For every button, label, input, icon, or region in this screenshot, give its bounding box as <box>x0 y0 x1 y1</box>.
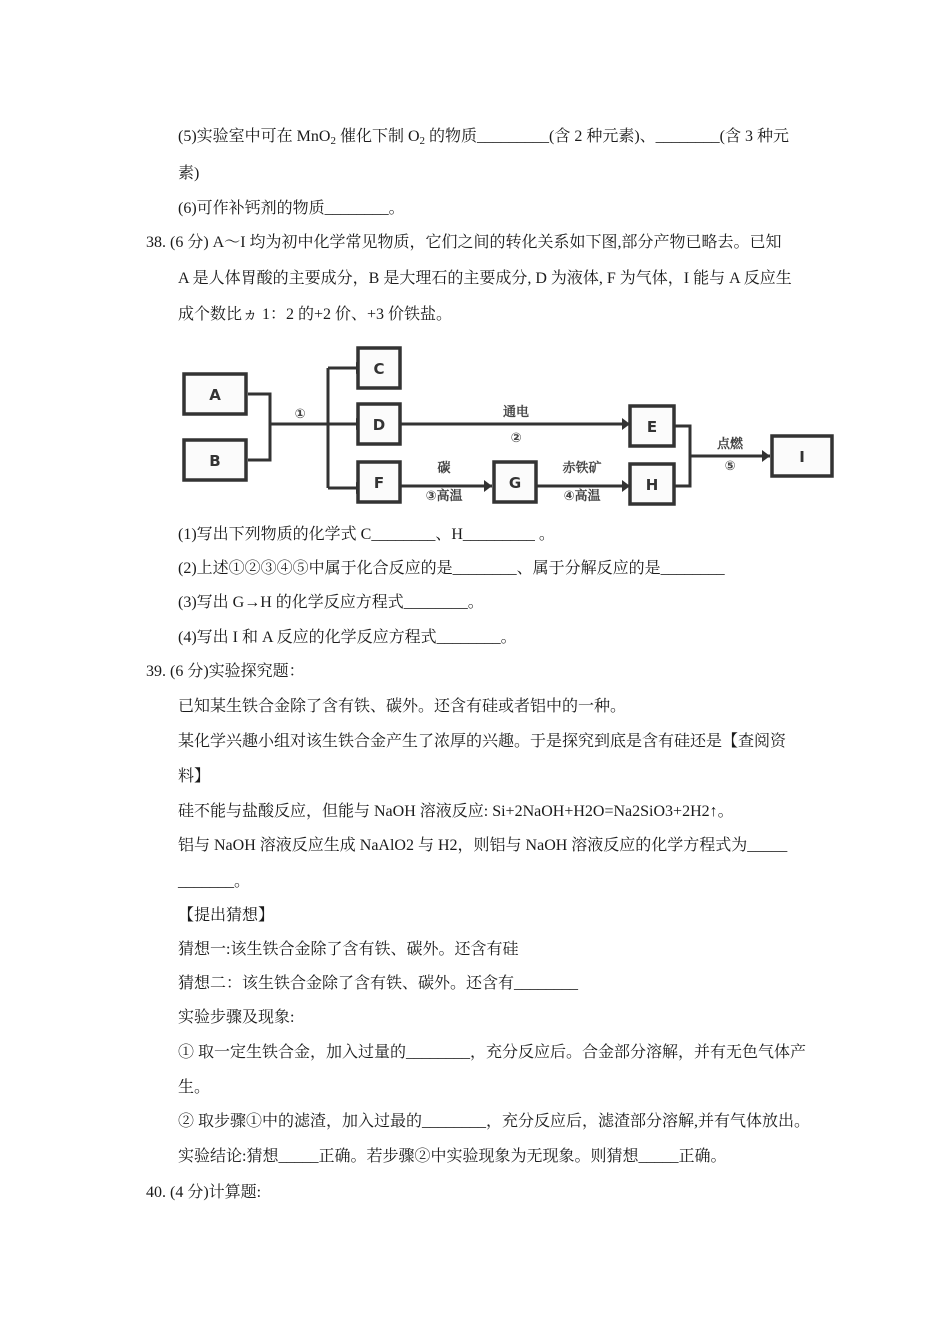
q38-stem-line2: A 是人体胃酸的主要成分，B 是大理石的主要成分, D 为液体, F 为气体，I 能与 A 反应生 <box>178 270 792 287</box>
node-h-label: H <box>645 476 659 494</box>
step-4-label: ④高温 <box>563 489 601 504</box>
q39-line6: _______。 <box>178 873 251 890</box>
q39-line8: 猜想一:该生铁合金除了含有铁、碳外。还含有硅 <box>178 941 519 958</box>
step-1-label: ① <box>294 407 306 422</box>
node-c-label: C <box>373 360 385 378</box>
node-f-label: F <box>373 474 385 492</box>
q39-line9: 猜想二：该生铁合金除了含有铁、碳外。还含有________ <box>178 975 579 992</box>
q39-line12: 生。 <box>178 1079 211 1096</box>
reaction-flow-diagram <box>178 340 838 510</box>
node-d-label: D <box>372 416 386 434</box>
q37-part6: (6)可作补钙剂的物质________。 <box>178 200 405 217</box>
node-i-label: I <box>799 448 805 466</box>
node-a-label: A <box>209 386 221 404</box>
node-e-label: E <box>646 418 658 436</box>
node-g-label: G <box>508 474 522 492</box>
q40-stem: 40. (4 分)计算题: <box>146 1184 262 1201</box>
q39-line1: 已知某生铁合金除了含有铁、碳外。还含有硅或者铝中的一种。 <box>178 698 627 715</box>
q39-line4: 硅不能与盐酸反应，但能与 NaOH 溶液反应: Si+2NaOH+H2O=Na2SiO3+2H2↑。 <box>178 803 734 820</box>
step-3-reagent: 碳 <box>437 461 451 476</box>
q39-line10: 实验步骤及现象: <box>178 1009 295 1026</box>
step-5-condition: 点燃 <box>716 437 744 452</box>
step-4-reagent: 赤铁矿 <box>562 461 602 476</box>
step-3-label: ③高温 <box>425 489 463 504</box>
q39-stem: 39. (6 分)实验探究题： <box>146 663 305 680</box>
q39-line14: 实验结论:猜想_____正确。若步骤②中实验现象为无现象。则猜想_____正确。 <box>178 1148 727 1165</box>
q38-sub1: (1)写出下列物质的化学式 C________、H_________ 。 <box>178 526 555 543</box>
q38-sub3: (3)写出 G→H 的化学反应方程式________。 <box>178 594 484 611</box>
q39-line11: ① 取一定生铁合金，加入过量的________，充分反应后。合金部分溶解，并有无色气体产 <box>178 1044 807 1061</box>
step-2-label: ② <box>510 431 522 446</box>
node-b-label: B <box>209 452 221 470</box>
q39-line2: 某化学兴趣小组对该生铁合金产生了浓厚的兴趣。于是探究到底是含有硅还是【查阅资 <box>178 733 787 750</box>
step-2-condition: 通电 <box>502 405 530 420</box>
q39-line7: 【提出猜想】 <box>178 907 275 924</box>
q37-part5: (5)实验室中可在 MnO$_2$ 催化下制 $O_2$ 的物质_________(含 2 种元素)、________(含 3 种元 <box>178 128 790 147</box>
q37-part5-continued: 素) <box>178 165 200 182</box>
step-5-label: ⑤ <box>724 459 736 474</box>
q38-sub2: (2)上述①②③④⑤中属于化合反应的是________、属于分解反应的是________ <box>178 560 725 577</box>
q39-line3: 料】 <box>178 768 211 785</box>
q39-line5: 铝与 NaOH 溶液反应生成 NaAlO2 与 H2，则铝与 NaOH 溶液反应的化学方程式为_____ <box>178 837 788 854</box>
q38-sub4: (4)写出 I 和 A 反应的化学反应方程式________。 <box>178 629 517 646</box>
q39-line13: ② 取步骤①中的滤渣，加入过最的________，充分反应后，滤渣部分溶解,并有气体放出。 <box>178 1113 811 1130</box>
q38-stem: 38. (6 分) A～I 均为初中化学常见物质，它们之间的转化关系如下图,部分产物已略去。已知 <box>146 234 782 251</box>
q38-stem-line3: 成个数比ヵ 1：2 的+2 价、+3 价铁盐。 <box>178 306 453 323</box>
